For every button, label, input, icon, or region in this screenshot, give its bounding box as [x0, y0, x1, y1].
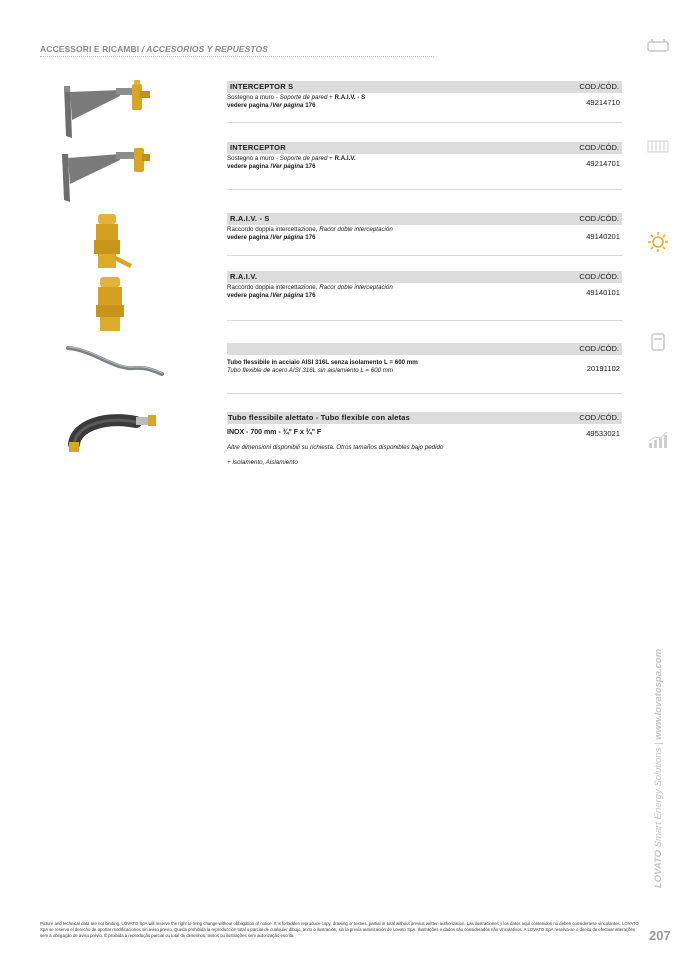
flexible-hose-image [64, 340, 164, 380]
product-variant: INOX - 700 mm - ¾" F x ¾" F [227, 429, 322, 436]
brand-watermark [645, 620, 671, 890]
cod-label: COD./CÓD. [579, 214, 619, 223]
section-title-es: / ACCESORIOS Y REPUESTOS [141, 44, 268, 54]
sun-icon[interactable] [646, 232, 670, 252]
product-description: Sostegno a muro - Soporte de pared + R.A.I.V. vedere pagina /Ver página 176 [227, 155, 356, 170]
finned-hose-image [64, 406, 162, 458]
interceptor-image [60, 140, 160, 202]
bar-chart-icon[interactable] [646, 430, 670, 450]
cod-label: COD./CÓD. [579, 272, 619, 281]
cod-label: COD./CÓD. [579, 344, 619, 353]
row-divider [227, 320, 622, 321]
row-divider [227, 393, 622, 394]
product-description: Raccordo doppia intercettazione, Racor doble interceptación vedere pagina /Ver página 176 [227, 284, 393, 299]
product-interceptor-s [227, 81, 622, 109]
product-extra: + Isolamento, Aislamiento [227, 459, 298, 466]
product-header-bar [227, 213, 622, 225]
product-code: 49214701 [586, 159, 620, 168]
watermark-url: www.lovatospa.com [653, 648, 664, 740]
product-code: 49214710 [586, 98, 620, 107]
product-description: Raccordo doppia intercettazione, Racor doble interceptación vedere pagina /Ver página 176 [227, 226, 393, 241]
product-code: 20191102 [586, 364, 620, 373]
row-divider [227, 255, 622, 256]
svg-text:LOVATO Smart Energy Solutions [653, 648, 664, 888]
product-header-bar [227, 271, 622, 283]
watermark-separator: | [653, 739, 664, 748]
product-code: 49140101 [586, 288, 620, 297]
boiler-icon[interactable] [646, 36, 670, 56]
legal-footer: Picture and technical data are not binding. LOVATO SpA will reserve the right to bring change without obbligation of notice. It is forbidden reproduce copy, drawing or texties, partial or total without previus written authorization. Las ilustraciones y los datos aquí contenidos no deben considerarse vinculantes. LOVATO SpA se reserva el derecho de aportar modificaciones sin aviso previo. Queda prohibida la reproducción total o parcial de cualquier dibujo, texto o ilustración, sin la previa autorización de Lovato SpA. Ilustrações e dados são considerados não vinculativos. A LOVATO SpA reserva-se o direito de efectuar alterações sem a obrigação de aviso prévio. É proibida a reprodução parcial ou total de desenhos, textos ou ilustrações sem autorização escrita. [40, 921, 639, 938]
product-description: Sostegno a muro - Soporte de pared + R.A.I.V. - S vedere pagina /Ver página 176 [227, 94, 366, 109]
product-finned-hose [227, 412, 622, 467]
section-title: ACCESSORI E RICAMBI [40, 44, 140, 54]
watermark-tagline: Smart Energy Solutions [653, 747, 664, 850]
raiv-s-image [86, 212, 134, 274]
row-divider [227, 122, 622, 123]
product-interceptor [227, 142, 622, 170]
product-title: R.A.I.V. [230, 272, 258, 281]
product-code: 49140201 [586, 232, 620, 241]
interceptor-s-image [60, 80, 160, 142]
product-header-bar [227, 343, 622, 355]
header-rule [40, 56, 434, 57]
product-title: INTERCEPTOR S [230, 82, 294, 91]
cod-label: COD./CÓD. [579, 143, 619, 152]
page-number: 207 [649, 928, 671, 943]
tank-icon[interactable] [646, 332, 670, 352]
product-raiv-s [227, 213, 622, 241]
product-title: Tubo flessibile alettato - Tubo flexible con aletas [228, 413, 411, 422]
product-flexible-hose [227, 343, 622, 374]
cod-label: COD./CÓD. [579, 82, 619, 91]
cod-label: COD./CÓD. [579, 413, 619, 422]
product-title: INTERCEPTOR [230, 143, 286, 152]
product-header-bar [227, 81, 622, 93]
product-code: 49533021 [586, 429, 620, 438]
section-header [40, 44, 268, 54]
raiv-image [90, 275, 130, 333]
product-title: R.A.I.V. - S [230, 214, 270, 223]
product-note: Altre dimensioni disponibili su richiesta. Otros tamaños disponibles bajo pedido [227, 443, 444, 451]
radiator-icon[interactable] [646, 136, 670, 156]
product-header-bar [227, 142, 622, 154]
product-description: Tubo flessibile in acciaio AISI 316L senza isolamento L = 600 mm Tubo flexible de acero AISI 316L sin aislamiento L = 600 mm [227, 359, 418, 374]
product-header-bar [227, 412, 622, 424]
row-divider [227, 189, 622, 190]
watermark-brand: LOVATO [653, 850, 664, 888]
product-raiv [227, 271, 622, 299]
